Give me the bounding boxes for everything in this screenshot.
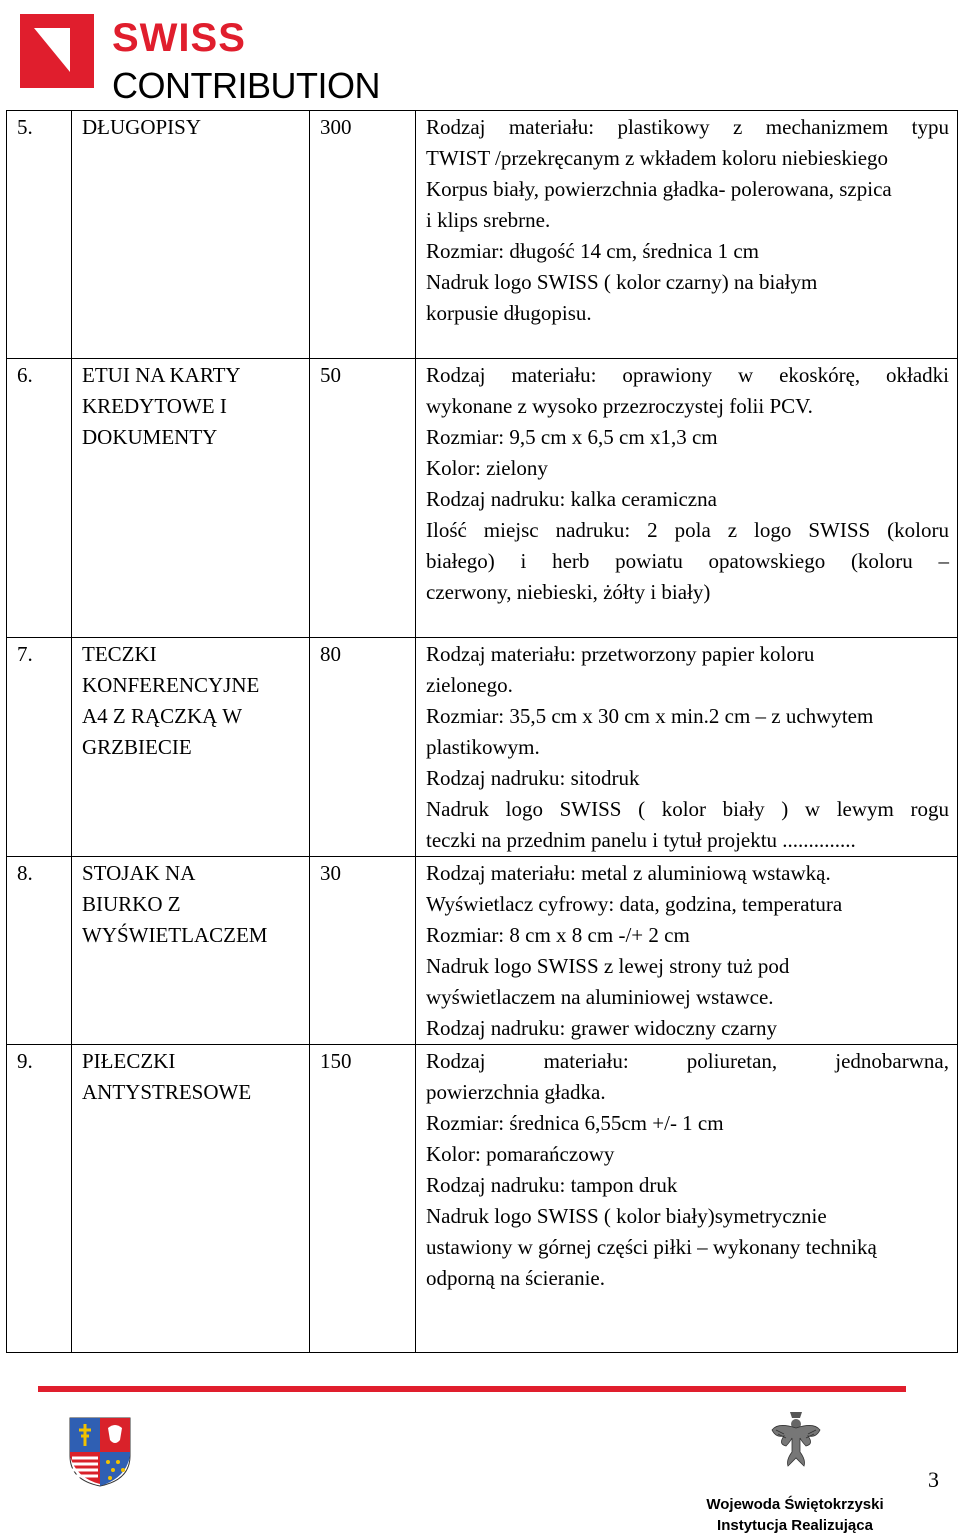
item-description-line: Kolor: zielony (426, 456, 548, 480)
table-row (7, 1045, 958, 1353)
item-quantity: 300 (310, 111, 416, 359)
item-number: 9. (7, 1045, 72, 1353)
footer-institution-line2: Instytucja Realizująca (717, 1517, 873, 1534)
item-name-line: STOJAK NA (82, 861, 196, 885)
item-description-line: zielonego. (426, 673, 513, 697)
table-row (7, 638, 958, 857)
item-description-line: Ilość miejsc nadruku: 2 pola z logo SWISS (koloru (426, 518, 949, 542)
item-description (416, 1045, 958, 1353)
item-description-line: korpusie długopisu. (426, 301, 592, 325)
item-name-line: DOKUMENTY (82, 425, 218, 449)
item-name-line: TECZKI (82, 642, 157, 666)
item-description-line: Rodzaj materiału: metal z aluminiową wstawką. (426, 861, 831, 885)
item-name-line: ETUI NA KARTY (82, 363, 241, 387)
footer-institution-line1: Wojewoda Świętokrzyski (706, 1496, 884, 1513)
item-name-line: DŁUGOPISY (82, 115, 202, 139)
item-description-line: i klips srebrne. (426, 208, 551, 232)
page-number: 3 (928, 1467, 939, 1492)
item-description (416, 857, 958, 1045)
item-description-line: Wyświetlacz cyfrowy: data, godzina, temperatura (426, 892, 843, 916)
item-number: 7. (7, 638, 72, 857)
item-name-line: GRZBIECIE (82, 735, 192, 759)
item-description-line: Rozmiar: średnica 6,55cm +/- 1 cm (426, 1111, 724, 1135)
item-description-line: czerwony, niebieski, żółty i biały) (426, 580, 711, 604)
item-description-line: Rodzaj nadruku: sitodruk (426, 766, 640, 790)
item-description-line: Rodzaj nadruku: kalka ceramiczna (426, 487, 717, 511)
table-row (7, 857, 958, 1045)
item-description (416, 111, 958, 359)
item-name-line: WYŚWIETLACZEM (82, 923, 268, 947)
item-number: 6. (7, 359, 72, 638)
item-description-line: teczki na przednim panelu i tytuł projektu .............. (426, 828, 856, 852)
item-description-line: wykonane z wysoko przezroczystej folii PCV. (426, 394, 813, 418)
item-name-line: ANTYSTRESOWE (82, 1080, 252, 1104)
item-description-line: Nadruk logo SWISS ( kolor czarny) na białym (426, 270, 818, 294)
item-description-line: plastikowym. (426, 735, 540, 759)
item-description-line: Nadruk logo SWISS ( kolor biały ) w lewym rogu (426, 797, 949, 821)
item-name-line: A4 Z RĄCZKĄ W (82, 704, 243, 728)
item-description (416, 638, 958, 857)
item-name-line: KREDYTOWE I (82, 394, 227, 418)
item-quantity: 80 (310, 638, 416, 857)
item-description-line: Rozmiar: długość 14 cm, średnica 1 cm (426, 239, 759, 263)
item-description-line: wyświetlaczem na aluminiowej wstawce. (426, 985, 774, 1009)
item-description-line: odporną na ścieranie. (426, 1266, 606, 1290)
item-name (72, 1045, 310, 1353)
item-description-line: powierzchnia gładka. (426, 1080, 606, 1104)
item-name-line: BIURKO Z (82, 892, 181, 916)
item-description-line: Korpus biały, powierzchnia gładka- polerowana, szpica (426, 177, 892, 201)
coat-of-arms-icon (68, 1416, 132, 1488)
footer-institution (690, 1494, 900, 1536)
item-number: 5. (7, 111, 72, 359)
polish-eagle-icon (770, 1408, 822, 1470)
item-description-line: Rodzaj materiału: przetworzony papier koloru (426, 642, 815, 666)
item-description-line: Nadruk logo SWISS ( kolor biały)symetrycznie (426, 1204, 827, 1228)
item-description-line: Rozmiar: 8 cm x 8 cm -/+ 2 cm (426, 923, 690, 947)
logo-brand-line2: CONTRIBUTION (112, 65, 380, 106)
table-row (7, 111, 958, 359)
logo-brand-line1: SWISS (112, 16, 246, 60)
item-quantity: 150 (310, 1045, 416, 1353)
item-name (72, 111, 310, 359)
footer-divider (38, 1386, 906, 1392)
item-description-line: Rozmiar: 9,5 cm x 6,5 cm x1,3 cm (426, 425, 718, 449)
item-description-line: Rodzaj nadruku: grawer widoczny czarny (426, 1016, 778, 1040)
item-name (72, 359, 310, 638)
item-name (72, 638, 310, 857)
item-description (416, 359, 958, 638)
item-name (72, 857, 310, 1045)
item-description-line: ustawiony w górnej części piłki – wykonany techniką (426, 1235, 877, 1259)
swiss-contribution-logo (20, 14, 400, 106)
item-description-line: białego) i herb powiatu opatowskiego (koloru – (426, 549, 949, 573)
item-name-line: KONFERENCYJNE (82, 673, 260, 697)
item-quantity: 50 (310, 359, 416, 638)
item-description-line: Rodzaj materiału: oprawiony w ekoskórę, okładki (426, 363, 949, 387)
item-number: 8. (7, 857, 72, 1045)
item-description-line: Rodzaj materiału: poliuretan, jednobarwna, (426, 1049, 949, 1073)
item-description-line: TWIST /przekręcanym z wkładem koloru niebieskiego (426, 146, 889, 170)
item-description-line: Rodzaj materiału: plastikowy z mechanizmem typu (426, 115, 949, 139)
item-description-line: Nadruk logo SWISS z lewej strony tuż pod (426, 954, 790, 978)
item-description-line: Rozmiar: 35,5 cm x 30 cm x min.2 cm – z uchwytem (426, 704, 874, 728)
item-quantity: 30 (310, 857, 416, 1045)
swiss-logo-mark-icon (20, 14, 94, 88)
item-name-line: PIŁECZKI (82, 1049, 176, 1073)
item-description-line: Rodzaj nadruku: tampon druk (426, 1173, 678, 1197)
table-row (7, 359, 958, 638)
items-table (6, 110, 958, 1353)
item-description-line: Kolor: pomarańczowy (426, 1142, 615, 1166)
